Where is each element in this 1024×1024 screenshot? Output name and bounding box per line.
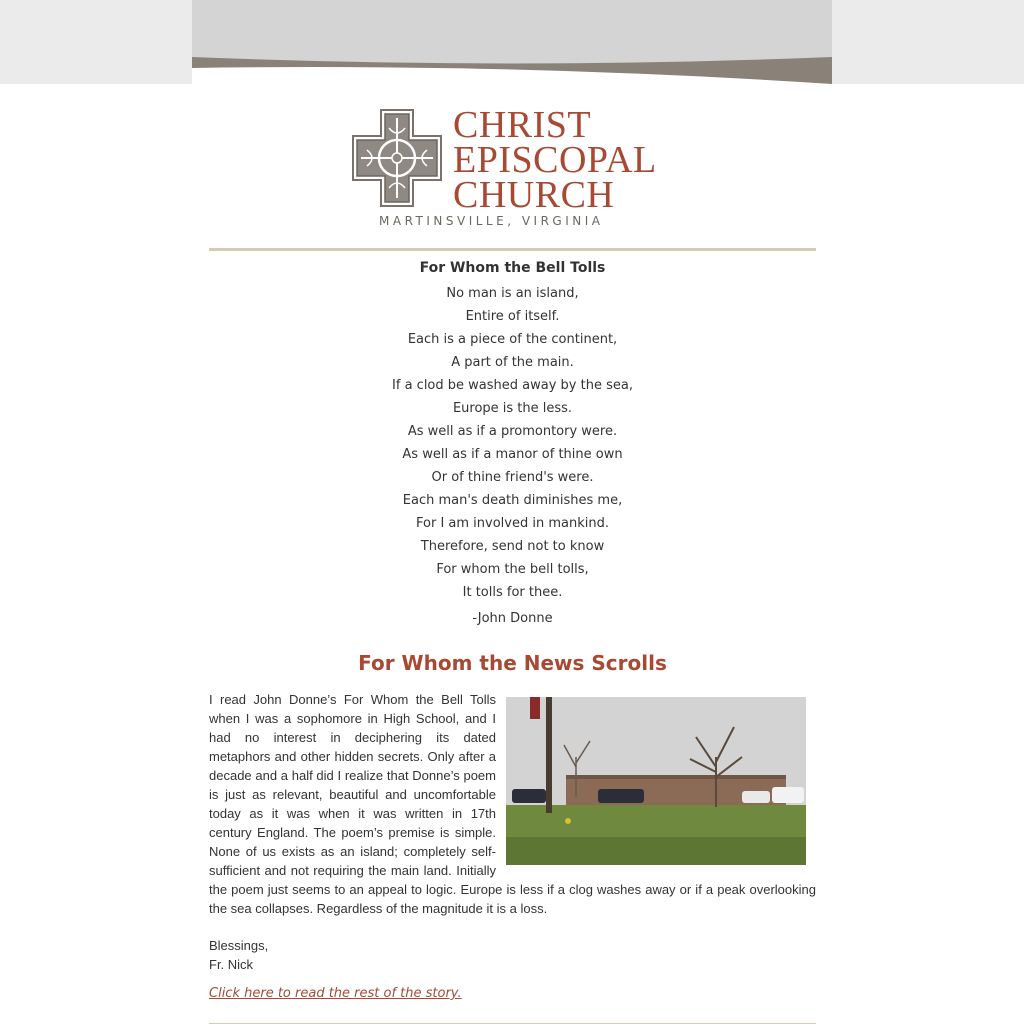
poem-line: For I am involved in mankind. <box>416 516 609 531</box>
photo-car <box>742 791 770 803</box>
poem-line: For whom the bell tolls, <box>436 562 589 577</box>
photo-pole <box>546 697 552 813</box>
poem-line: It tolls for thee. <box>462 585 563 600</box>
poem-line: As well as if a manor of thine own <box>402 447 623 462</box>
church-logo[interactable] <box>209 84 816 248</box>
photo-car <box>598 789 644 803</box>
logo-text-church: CHURCH <box>453 174 615 216</box>
poem-line: A part of the main. <box>451 355 574 370</box>
read-more-link[interactable]: Click here to read the rest of the story. <box>209 986 462 1001</box>
logo-text-christ: CHRIST <box>453 104 592 146</box>
poem-line: Or of thine friend's were. <box>431 470 594 485</box>
signoff-blessings: Blessings, <box>209 938 269 953</box>
photo-building-roof <box>566 775 786 779</box>
poem-line: No man is an island, <box>446 286 579 301</box>
poem-author: -John Donne <box>472 611 553 626</box>
poem-line: Entire of itself. <box>465 309 560 324</box>
article-photo[interactable] <box>506 697 806 865</box>
photo-car <box>512 789 546 803</box>
newsletter-content <box>209 84 816 1024</box>
header-banner-graphic <box>192 0 832 84</box>
photo-grass-dark <box>506 837 806 865</box>
poem-body <box>209 282 816 604</box>
photo-banner <box>530 697 540 719</box>
article-body-text: I read John Donne’s For Whom the Bell Tolls when I was a sophomore in High School, and I had no interest in deciphering its dated metaphors and other hidden secrets. Only after a decade and a half did I realize that Donne’s poem is just as relevant, beautiful and uncomfortable today as it was when it was written in 17th century England. The poem’s premise is simple. None of us exists as an island; completely self-sufficient and not requiring the main land. Initially the poem just seems to an appeal to logic. Europe is less if a clog washes away or if a peak overlooking the sea collapses. Regardless of the magnitude it is a loss. <box>209 692 816 916</box>
logo-location: MARTINSVILLE, VIRGINIA <box>379 214 604 228</box>
news-section-title: For Whom the News Scrolls <box>358 651 667 675</box>
section-divider-top <box>209 248 816 251</box>
signoff-author: Fr. Nick <box>209 957 254 972</box>
poem-line: As well as if a promontory were. <box>407 424 618 439</box>
news-article <box>209 690 816 918</box>
photo-car <box>772 787 804 803</box>
poem-line: Each is a piece of the continent, <box>407 332 618 347</box>
poem-line: Therefore, send not to know <box>420 539 605 554</box>
logo-text-episcopal: EPISCOPAL <box>453 139 657 181</box>
poem-line: Each man's death diminishes me, <box>402 493 623 508</box>
poem-line: Europe is the less. <box>452 401 573 416</box>
poem-line: If a clod be washed away by the sea, <box>392 378 633 393</box>
celtic-cross-icon <box>351 108 443 208</box>
poem-title: For Whom the Bell Tolls <box>419 260 606 276</box>
signoff <box>209 936 816 974</box>
photo-hydrant <box>565 818 571 824</box>
